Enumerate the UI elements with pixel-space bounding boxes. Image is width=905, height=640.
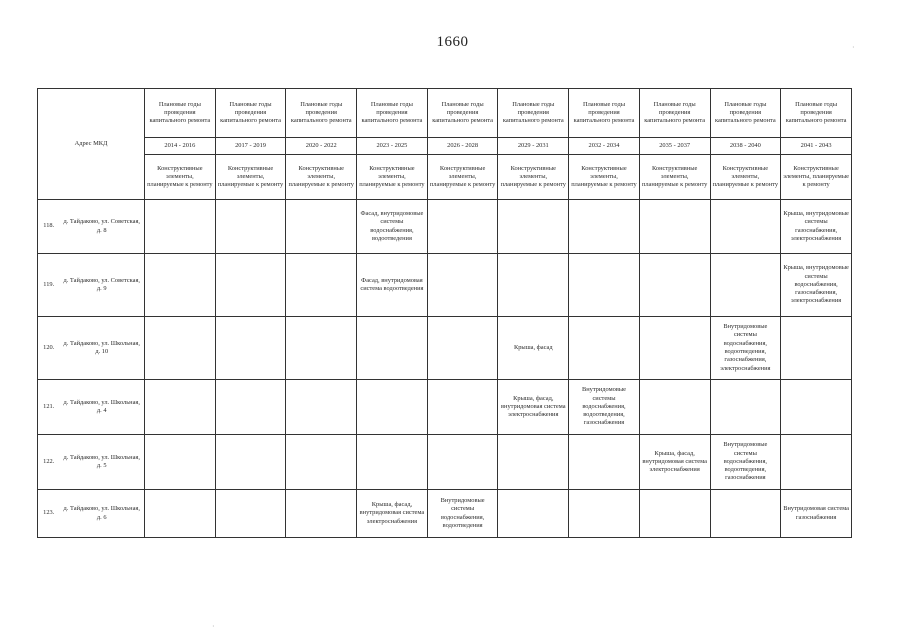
repair-cell [781, 380, 852, 435]
repair-cell: Крыша, фасад, внутридомовая система электроснабжения [498, 380, 569, 435]
repair-cell [215, 435, 286, 490]
planned-years-header: Плановые годы проведения капитального ремонта [781, 89, 852, 138]
period-header: 2017 - 2019 [215, 138, 286, 155]
table-row [38, 435, 852, 490]
repair-cell [639, 254, 710, 317]
repair-cell: Крыша, внутридомовые системы водоснабжения, газоснабжения, электроснабжения [781, 254, 852, 317]
repair-cell: Внутридомовые системы водоснабжения, водоотведения, газоснабжения, электроснабжения [710, 317, 781, 380]
scan-mark: · [212, 622, 215, 631]
elements-header: Конструктивные элементы, планируемые к ремонту [145, 155, 216, 200]
elements-header: Конструктивные элементы, планируемые к ремонту [639, 155, 710, 200]
repair-cell [215, 317, 286, 380]
repair-cell [639, 490, 710, 538]
repair-cell [427, 317, 498, 380]
repair-cell [286, 254, 357, 317]
table-row [38, 490, 852, 538]
repair-cell [569, 490, 640, 538]
table-row [38, 380, 852, 435]
row-number: 123. [38, 490, 60, 538]
repair-cell [427, 380, 498, 435]
repair-cell [145, 490, 216, 538]
repair-cell [286, 317, 357, 380]
planned-years-header: Плановые годы проведения капитального ремонта [710, 89, 781, 138]
repair-cell: Крыша, фасад [498, 317, 569, 380]
planned-years-header: Плановые годы проведения капитального ремонта [569, 89, 640, 138]
repair-cell [145, 254, 216, 317]
repair-cell [639, 380, 710, 435]
period-header: 2038 - 2040 [710, 138, 781, 155]
repair-cell [286, 200, 357, 254]
repair-cell: Внутридомовые системы водоснабжения, водоотведения, газоснабжения [569, 380, 640, 435]
elements-header: Конструктивные элементы, планируемые к ремонту [781, 155, 852, 200]
repair-cell: Фасад, внутридомовая система водоотведения [357, 254, 428, 317]
repair-cell: Крыша, фасад, внутридомовая система электроснабжения [639, 435, 710, 490]
elements-header: Конструктивные элементы, планируемые к ремонту [215, 155, 286, 200]
period-header: 2032 - 2034 [569, 138, 640, 155]
elements-header: Конструктивные элементы, планируемые к ремонту [498, 155, 569, 200]
planned-years-header: Плановые годы проведения капитального ремонта [639, 89, 710, 138]
elements-header: Конструктивные элементы, планируемые к ремонту [710, 155, 781, 200]
repair-cell [357, 435, 428, 490]
address-header: Адрес МКД [38, 89, 145, 200]
repair-cell [145, 435, 216, 490]
repair-cell [357, 380, 428, 435]
repair-cell [427, 254, 498, 317]
repair-cell [569, 254, 640, 317]
repair-cell: Внутридомовые системы водоснабжения, водоотведения [427, 490, 498, 538]
planned-years-header: Плановые годы проведения капитального ремонта [215, 89, 286, 138]
address-cell: д. Тайдаково, ул. Школьная, д. 10 [60, 317, 145, 380]
repair-cell [215, 490, 286, 538]
period-header: 2023 - 2025 [357, 138, 428, 155]
address-cell: д. Тайдаково, ул. Советская, д. 9 [60, 254, 145, 317]
table-row [38, 200, 852, 254]
page-number: 1660 [436, 34, 469, 50]
period-header: 2014 - 2016 [145, 138, 216, 155]
period-header: 2035 - 2037 [639, 138, 710, 155]
repair-cell [498, 435, 569, 490]
period-header: 2041 - 2043 [781, 138, 852, 155]
repair-cell [145, 317, 216, 380]
repair-cell [286, 490, 357, 538]
repair-cell [145, 200, 216, 254]
header-row-planned-years [38, 89, 852, 138]
repair-cell [569, 317, 640, 380]
period-header: 2020 - 2022 [286, 138, 357, 155]
repair-cell [569, 200, 640, 254]
elements-header: Конструктивные элементы, планируемые к ремонту [357, 155, 428, 200]
repair-cell: Внутридомовые системы водоснабжения, водоотведения, газоснабжения [710, 435, 781, 490]
repair-cell: Внутридомовая система газоснабжения [781, 490, 852, 538]
repair-cell [710, 200, 781, 254]
table-row [38, 254, 852, 317]
repair-cell [781, 317, 852, 380]
period-header: 2029 - 2031 [498, 138, 569, 155]
planned-years-header: Плановые годы проведения капитального ремонта [145, 89, 216, 138]
repair-cell [710, 380, 781, 435]
repair-cell [286, 380, 357, 435]
repair-cell [639, 317, 710, 380]
repair-cell [498, 490, 569, 538]
repair-cell: Крыша, фасад, внутридомовая система электроснабжения [357, 490, 428, 538]
repair-cell [569, 435, 640, 490]
row-number: 122. [38, 435, 60, 490]
address-cell: д. Тайдаково, ул. Школьная, д. 5 [60, 435, 145, 490]
planned-years-header: Плановые годы проведения капитального ремонта [357, 89, 428, 138]
planned-years-header: Плановые годы проведения капитального ремонта [498, 89, 569, 138]
period-header: 2026 - 2028 [427, 138, 498, 155]
repair-cell [639, 200, 710, 254]
address-cell: д. Тайдаково, ул. Школьная, д. 4 [60, 380, 145, 435]
elements-header: Конструктивные элементы, планируемые к ремонту [569, 155, 640, 200]
repair-cell [710, 490, 781, 538]
capital-repair-table [37, 88, 852, 538]
elements-header: Конструктивные элементы, планируемые к ремонту [286, 155, 357, 200]
row-number: 118. [38, 200, 60, 254]
repair-cell [710, 254, 781, 317]
repair-cell [498, 200, 569, 254]
header-row-periods [38, 138, 852, 155]
repair-cell [781, 435, 852, 490]
repair-cell [145, 380, 216, 435]
repair-cell [215, 200, 286, 254]
repair-cell [215, 254, 286, 317]
table-row [38, 317, 852, 380]
repair-cell [498, 254, 569, 317]
repair-cell [427, 200, 498, 254]
planned-years-header: Плановые годы проведения капитального ремонта [286, 89, 357, 138]
address-cell: д. Тайдаково, ул. Школьная, д. 6 [60, 490, 145, 538]
repair-cell: Фасад, внутридомовые системы водоснабжения, водоотведения [357, 200, 428, 254]
header-row-elements [38, 155, 852, 200]
repair-cell [286, 435, 357, 490]
repair-cell [215, 380, 286, 435]
address-cell: д. Тайдаково, ул. Советская, д. 8 [60, 200, 145, 254]
planned-years-header: Плановые годы проведения капитального ремонта [427, 89, 498, 138]
scan-mark: · [852, 43, 855, 52]
row-number: 120. [38, 317, 60, 380]
repair-cell [357, 317, 428, 380]
row-number: 121. [38, 380, 60, 435]
repair-cell: Крыша, внутридомовые системы газоснабжения, электроснабжения [781, 200, 852, 254]
elements-header: Конструктивные элементы, планируемые к ремонту [427, 155, 498, 200]
row-number: 119. [38, 254, 60, 317]
repair-cell [427, 435, 498, 490]
